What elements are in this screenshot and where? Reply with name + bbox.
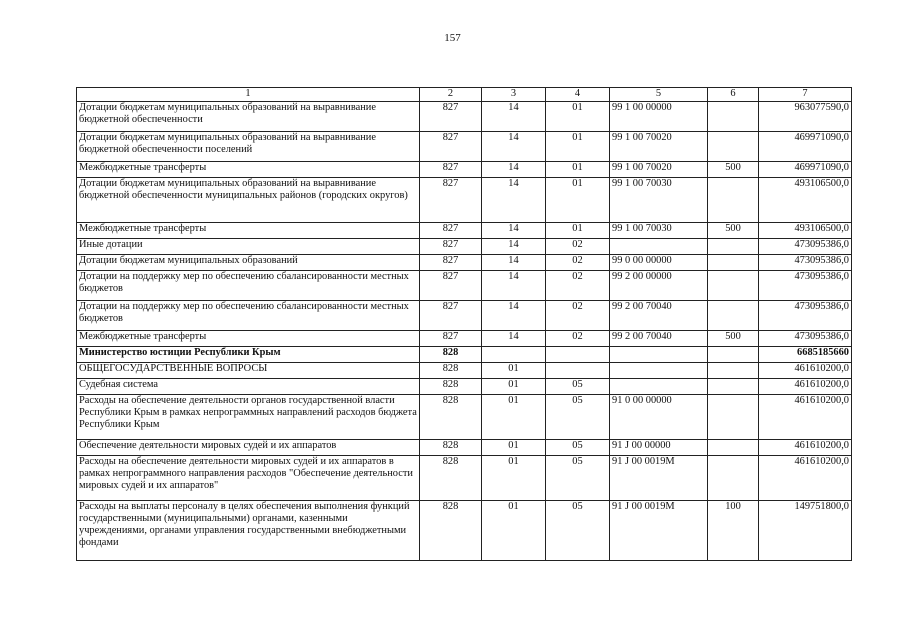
expense-type-cell [708, 440, 759, 456]
section-cell: 14 [482, 301, 546, 331]
amount-cell: 469971090,0 [759, 162, 852, 178]
amount-cell: 461610200,0 [759, 379, 852, 395]
amount-cell: 963077590,0 [759, 102, 852, 132]
section-cell: 14 [482, 102, 546, 132]
row-name-cell: Межбюджетные трансферты [77, 223, 420, 239]
amount-cell: 473095386,0 [759, 271, 852, 301]
expense-type-cell [708, 132, 759, 162]
subsection-cell: 02 [546, 255, 610, 271]
amount-cell: 493106500,0 [759, 223, 852, 239]
target-article-cell [610, 347, 708, 363]
ministry-code-cell: 828 [420, 347, 482, 363]
expense-type-cell: 100 [708, 501, 759, 561]
subsection-cell: 05 [546, 379, 610, 395]
section-cell: 14 [482, 178, 546, 223]
subsection-cell: 02 [546, 301, 610, 331]
row-name-cell: Дотации бюджетам муниципальных образований на выравнивание бюджетной обеспеченности муниципальных районов (городских округов) [77, 178, 420, 223]
subsection-cell [546, 347, 610, 363]
target-article-cell [610, 363, 708, 379]
expense-type-cell [708, 239, 759, 255]
row-name-cell: Расходы на обеспечение деятельности органов государственной власти Республики Крым в рамках непрограммных направлений расходов бюджета Республики Крым [77, 395, 420, 440]
target-article-cell: 99 2 00 00000 [610, 271, 708, 301]
target-article-cell: 99 1 00 00000 [610, 102, 708, 132]
expense-type-cell [708, 255, 759, 271]
table-row [77, 271, 852, 301]
table-row [77, 331, 852, 347]
column-header: 7 [759, 88, 852, 102]
table-row [77, 456, 852, 501]
subsection-cell: 05 [546, 456, 610, 501]
ministry-code-cell: 827 [420, 239, 482, 255]
row-name-cell: Межбюджетные трансферты [77, 162, 420, 178]
table-row [77, 301, 852, 331]
row-name-cell: Судебная система [77, 379, 420, 395]
row-name-cell: Дотации на поддержку мер по обеспечению сбалансированности местных бюджетов [77, 301, 420, 331]
amount-cell: 473095386,0 [759, 331, 852, 347]
row-name-cell: ОБЩЕГОСУДАРСТВЕННЫЕ ВОПРОСЫ [77, 363, 420, 379]
amount-cell: 473095386,0 [759, 239, 852, 255]
expense-type-cell: 500 [708, 223, 759, 239]
ministry-code-cell: 828 [420, 363, 482, 379]
section-cell: 14 [482, 223, 546, 239]
budget-table [76, 87, 852, 561]
target-article-cell: 99 1 00 70030 [610, 178, 708, 223]
table-row [77, 102, 852, 132]
target-article-cell: 91 J 00 00000 [610, 440, 708, 456]
expense-type-cell [708, 363, 759, 379]
section-cell: 01 [482, 363, 546, 379]
header-row [77, 88, 852, 102]
row-name-cell: Дотации бюджетам муниципальных образований на выравнивание бюджетной обеспеченности [77, 102, 420, 132]
section-cell: 14 [482, 255, 546, 271]
target-article-cell [610, 239, 708, 255]
column-header: 6 [708, 88, 759, 102]
target-article-cell: 99 1 00 70020 [610, 162, 708, 178]
amount-cell: 461610200,0 [759, 456, 852, 501]
amount-cell: 473095386,0 [759, 255, 852, 271]
target-article-cell: 91 J 00 0019M [610, 501, 708, 561]
table-row [77, 255, 852, 271]
table-row [77, 347, 852, 363]
subsection-cell: 01 [546, 223, 610, 239]
expense-type-cell: 500 [708, 331, 759, 347]
section-cell: 01 [482, 501, 546, 561]
target-article-cell: 99 1 00 70020 [610, 132, 708, 162]
ministry-code-cell: 827 [420, 162, 482, 178]
subsection-cell: 01 [546, 132, 610, 162]
expense-type-cell [708, 178, 759, 223]
ministry-code-cell: 827 [420, 178, 482, 223]
row-name-cell: Дотации бюджетам муниципальных образований на выравнивание бюджетной обеспеченности поселений [77, 132, 420, 162]
section-cell: 14 [482, 271, 546, 301]
page-number: 157 [444, 32, 461, 44]
ministry-code-cell: 828 [420, 456, 482, 501]
target-article-cell: 91 J 00 0019M [610, 456, 708, 501]
row-name-cell: Министерство юстиции Республики Крым [77, 347, 420, 363]
expense-type-cell [708, 102, 759, 132]
column-header: 5 [610, 88, 708, 102]
subsection-cell: 02 [546, 331, 610, 347]
table-row [77, 379, 852, 395]
table-row [77, 178, 852, 223]
subsection-cell [546, 363, 610, 379]
subsection-cell: 02 [546, 271, 610, 301]
column-header: 2 [420, 88, 482, 102]
subsection-cell: 01 [546, 178, 610, 223]
expense-type-cell [708, 347, 759, 363]
ministry-code-cell: 828 [420, 395, 482, 440]
ministry-code-cell: 827 [420, 132, 482, 162]
ministry-code-cell: 827 [420, 223, 482, 239]
table-row [77, 223, 852, 239]
section-cell: 14 [482, 239, 546, 255]
column-header: 4 [546, 88, 610, 102]
subsection-cell: 05 [546, 440, 610, 456]
ministry-code-cell: 827 [420, 271, 482, 301]
target-article-cell: 91 0 00 00000 [610, 395, 708, 440]
subsection-cell: 01 [546, 162, 610, 178]
amount-cell: 473095386,0 [759, 301, 852, 331]
target-article-cell [610, 379, 708, 395]
table-row [77, 363, 852, 379]
section-cell: 14 [482, 331, 546, 347]
table-row [77, 239, 852, 255]
subsection-cell: 05 [546, 395, 610, 440]
section-cell: 01 [482, 456, 546, 501]
ministry-code-cell: 828 [420, 440, 482, 456]
section-cell: 01 [482, 379, 546, 395]
table-row [77, 395, 852, 440]
expense-type-cell [708, 301, 759, 331]
target-article-cell: 99 1 00 70030 [610, 223, 708, 239]
target-article-cell: 99 2 00 70040 [610, 331, 708, 347]
table-row [77, 440, 852, 456]
subsection-cell: 02 [546, 239, 610, 255]
amount-cell: 461610200,0 [759, 440, 852, 456]
section-cell: 01 [482, 440, 546, 456]
expense-type-cell [708, 456, 759, 501]
row-name-cell: Дотации на поддержку мер по обеспечению сбалансированности местных бюджетов [77, 271, 420, 301]
column-header: 3 [482, 88, 546, 102]
table-row [77, 501, 852, 561]
amount-cell: 149751800,0 [759, 501, 852, 561]
row-name-cell: Расходы на обеспечение деятельности мировых судей и их аппаратов в рамках непрограммного направления расходов "Обеспечение деятельности мировых судей и их аппаратов" [77, 456, 420, 501]
amount-cell: 493106500,0 [759, 178, 852, 223]
table-row [77, 162, 852, 178]
amount-cell: 6685185660 [759, 347, 852, 363]
row-name-cell: Дотации бюджетам муниципальных образований [77, 255, 420, 271]
expense-type-cell [708, 395, 759, 440]
row-name-cell: Межбюджетные трансферты [77, 331, 420, 347]
amount-cell: 469971090,0 [759, 132, 852, 162]
expense-type-cell [708, 379, 759, 395]
section-cell: 14 [482, 162, 546, 178]
ministry-code-cell: 828 [420, 379, 482, 395]
amount-cell: 461610200,0 [759, 363, 852, 379]
column-header: 1 [77, 88, 420, 102]
row-name-cell: Обеспечение деятельности мировых судей и их аппаратов [77, 440, 420, 456]
row-name-cell: Иные дотации [77, 239, 420, 255]
target-article-cell: 99 0 00 00000 [610, 255, 708, 271]
row-name-cell: Расходы на выплаты персоналу в целях обеспечения выполнения функций государственными (муниципальными) органами, казенными учреждениями, органами управления государственными внебюджетными фондами [77, 501, 420, 561]
target-article-cell: 99 2 00 70040 [610, 301, 708, 331]
section-cell [482, 347, 546, 363]
table-row [77, 132, 852, 162]
subsection-cell: 01 [546, 102, 610, 132]
ministry-code-cell: 827 [420, 301, 482, 331]
expense-type-cell [708, 271, 759, 301]
ministry-code-cell: 827 [420, 331, 482, 347]
expense-type-cell: 500 [708, 162, 759, 178]
amount-cell: 461610200,0 [759, 395, 852, 440]
ministry-code-cell: 827 [420, 255, 482, 271]
subsection-cell: 05 [546, 501, 610, 561]
section-cell: 01 [482, 395, 546, 440]
section-cell: 14 [482, 132, 546, 162]
ministry-code-cell: 827 [420, 102, 482, 132]
ministry-code-cell: 828 [420, 501, 482, 561]
table-body [77, 102, 852, 561]
